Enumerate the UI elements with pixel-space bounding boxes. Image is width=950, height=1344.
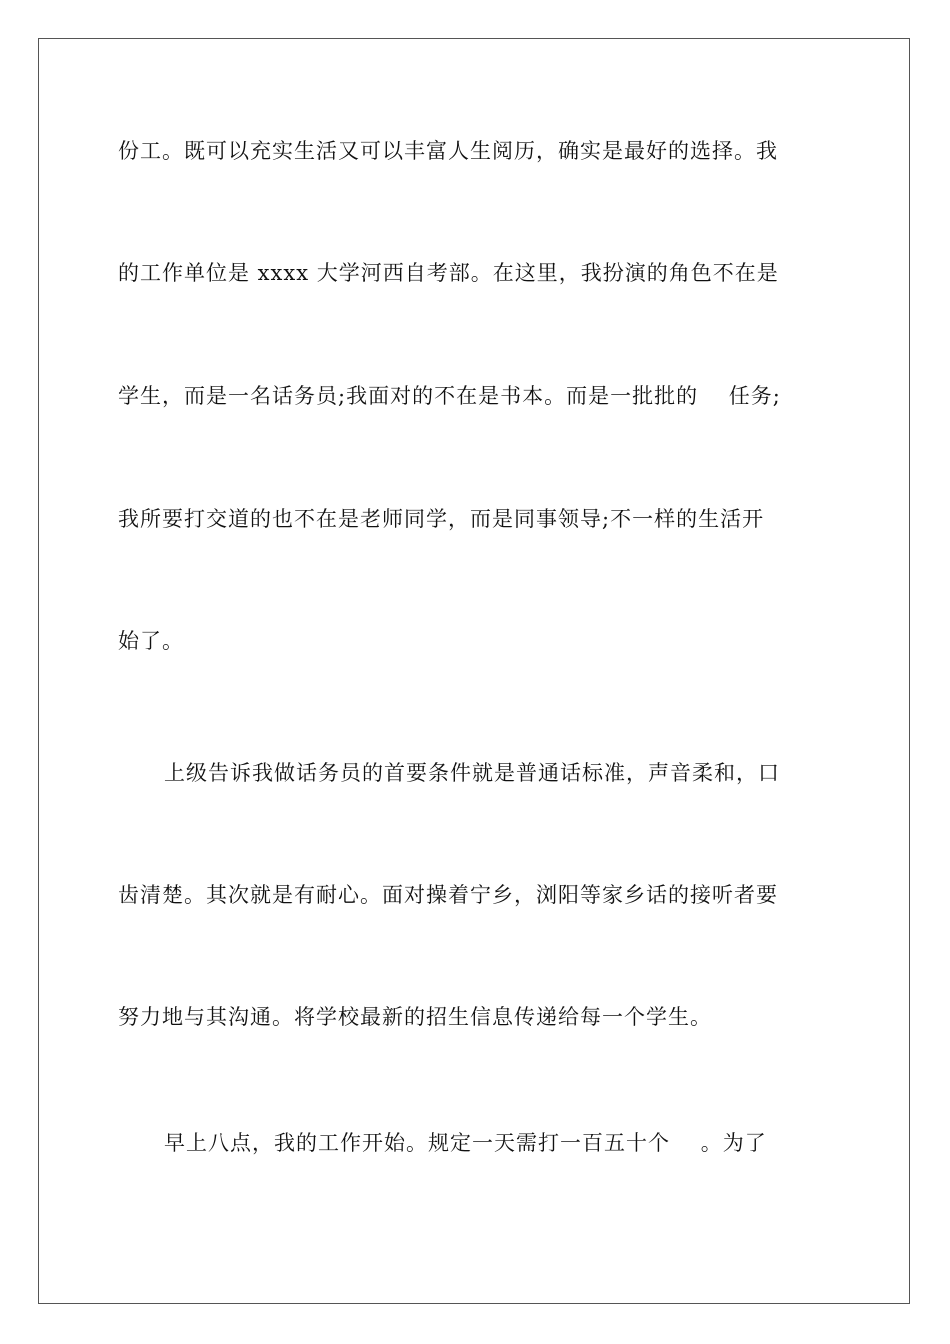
paragraph-line-5: 始了。 xyxy=(118,629,184,653)
paragraph-line-3: 学生，而是一名话务员;我面对的不在是书本。而是一批批的 任务; xyxy=(118,384,781,408)
paragraph-line-4: 我所要打交道的也不在是老师同学，而是同事领导;不一样的生活开 xyxy=(118,507,765,531)
paragraph-line-8: 努力地与其沟通。将学校最新的招生信息传递给每一个学生。 xyxy=(118,1005,712,1029)
paragraph-line-2: 的工作单位是 xxxx 大学河西自考部。在这里，我扮演的角色不在是 xyxy=(118,261,779,285)
paragraph-line-1: 份工。既可以充实生活又可以丰富人生阅历，确实是最好的选择。我 xyxy=(118,139,778,163)
paragraph-line-9: 早上八点，我的工作开始。规定一天需打一百五十个 。为了 xyxy=(164,1131,767,1155)
paragraph-line-6: 上级告诉我做话务员的首要条件就是普通话标准，声音柔和，口 xyxy=(164,761,780,785)
page-border xyxy=(38,38,910,1304)
paragraph-line-7: 齿清楚。其次就是有耐心。面对操着宁乡，浏阳等家乡话的接听者要 xyxy=(118,883,778,907)
